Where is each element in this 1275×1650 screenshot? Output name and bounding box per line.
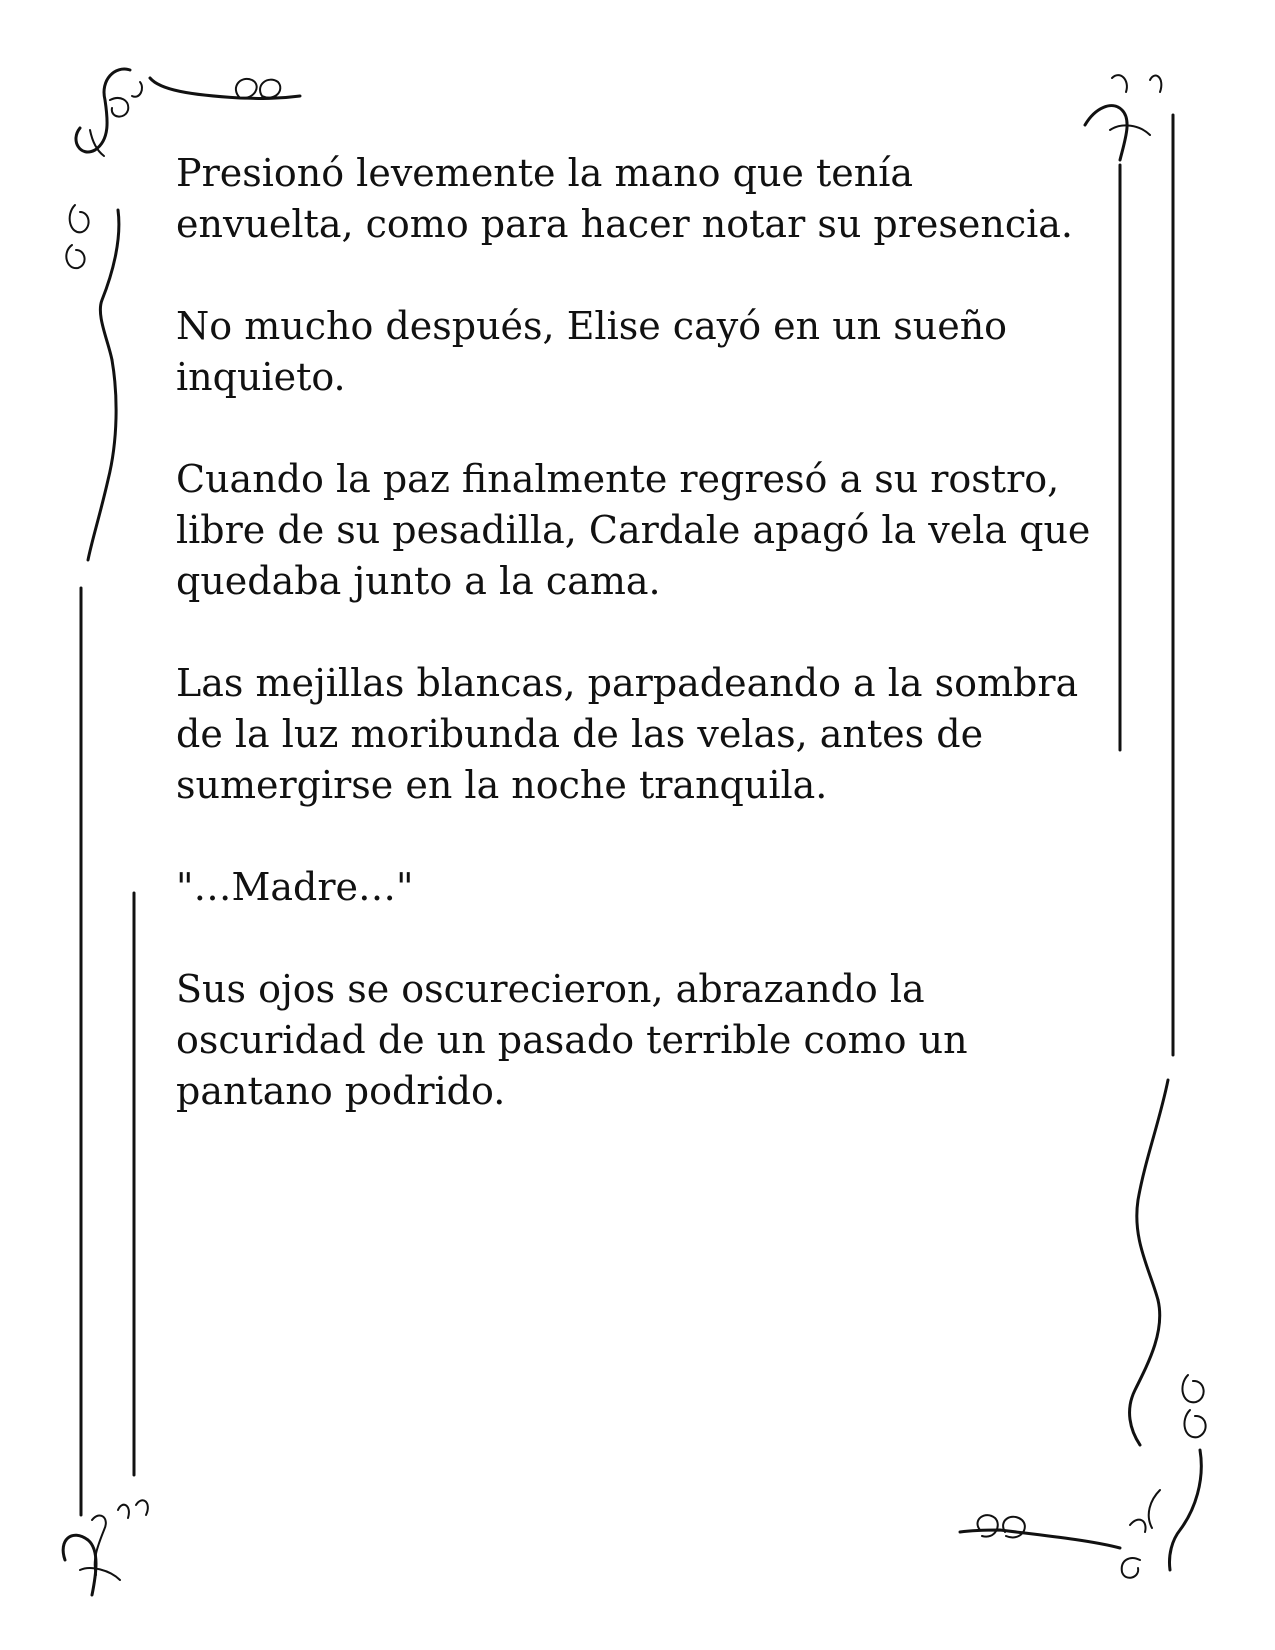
paragraph-6: Sus ojos se oscurecieron, abrazando la oscuridad de un pasado terrible como un pantano podrido. [176,967,968,1113]
paragraph-3: Cuando la paz finalmente regresó a su rostro, libre de su pesadilla, Cardale apagó la vela que quedaba junto a la cama. [176,457,1091,603]
body-text [176,148,1106,1168]
paragraph-2: No mucho después, Elise cayó en un sueño inquieto. [176,304,1008,399]
paragraph-5-dialogue: "…Madre…" [176,865,414,909]
flourish-corner-bottom-left-icon [63,1500,148,1595]
paragraph-1: Presionó levemente la mano que tenía envuelta, como para hacer notar su presencia. [176,151,1073,246]
paragraph-4: Las mejillas blancas, parpadeando a la sombra de la luz moribunda de las velas, antes de sumergirse en la noche tranquila. [176,661,1079,807]
